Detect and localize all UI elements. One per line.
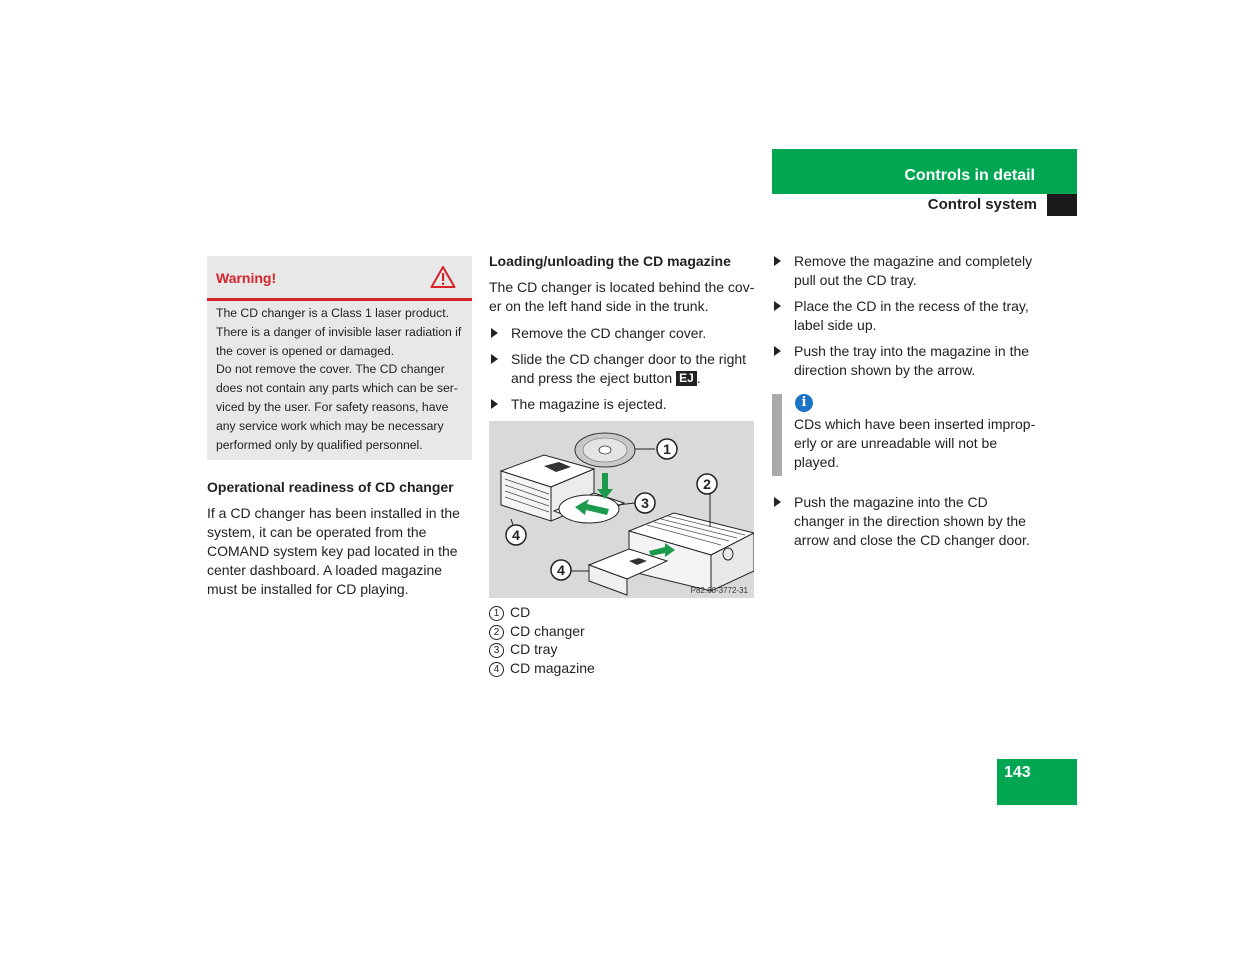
page-number-box: [997, 759, 1077, 805]
arrow-bullet-icon: [491, 328, 498, 338]
warning-text: [216, 304, 466, 454]
header-marker: [1047, 194, 1077, 216]
legend-item: 1 CD: [489, 603, 754, 622]
subsection-title: Control system: [927, 196, 1037, 213]
arrow-bullet-icon: [774, 497, 781, 507]
legend-item: 3 CD tray: [489, 640, 754, 659]
final-steps: [772, 493, 1040, 550]
figure-callout: 2: [703, 476, 711, 492]
legend-number: 3: [489, 643, 504, 658]
info-text: CDs which have been inserted improp-erly or are unreadable will not be played.: [794, 416, 1036, 470]
step-item: Push the magazine into the CD changer in the direction shown by the arrow and close the CD changer door.: [772, 493, 1040, 550]
warning-triangle-icon: [430, 265, 456, 294]
readiness-text: [207, 504, 469, 599]
figure-callout: 4: [557, 562, 565, 578]
step-item: Push the tray into the magazine in the direction shown by the arrow.: [772, 342, 1040, 380]
warning-paragraph: The CD changer is a Class 1 laser product. There is a danger of invisible laser radiation if the cover is opened or damaged.: [216, 306, 462, 358]
warning-header: [207, 256, 472, 301]
arrow-bullet-icon: [774, 346, 781, 356]
warning-box: [207, 256, 472, 460]
cd-changer-figure: [489, 421, 754, 598]
readiness-paragraph: If a CD changer has been installed in the system, it can be operated from the COMAND system key pad located in the center dashboard. A loaded magazine must be installed for CD playing.: [207, 505, 460, 597]
step-item: Slide the CD changer door to the right and press the eject button EJ .: [489, 350, 757, 388]
readiness-heading: Operational readiness of CD changer: [207, 479, 454, 495]
step-item: Remove the CD changer cover.: [489, 324, 757, 343]
step-item: Remove the magazine and completely pull out the CD tray.: [772, 252, 1040, 290]
cd-changer-illustration: [489, 421, 754, 598]
arrow-bullet-icon: [774, 256, 781, 266]
figure-callout: 4: [512, 527, 520, 543]
figure-legend: [489, 603, 754, 677]
step-item: The magazine is ejected.: [489, 395, 757, 414]
tray-steps: [772, 252, 1040, 380]
loading-intro: [489, 278, 757, 316]
info-icon: i: [795, 394, 813, 412]
eject-button-icon: EJ: [676, 371, 697, 386]
legend-item: 2 CD changer: [489, 622, 754, 641]
section-title: Controls in detail: [904, 167, 1035, 184]
figure-callout: 3: [641, 495, 649, 511]
arrow-bullet-icon: [774, 301, 781, 311]
loading-heading: Loading/unloading the CD magazine: [489, 253, 731, 269]
info-bar: [772, 394, 782, 476]
loading-intro-text: The CD changer is located behind the cov-er on the left hand side in the trunk.: [489, 279, 755, 314]
step-item: Place the CD in the recess of the tray, label side up.: [772, 297, 1040, 335]
legend-number: 4: [489, 662, 504, 677]
legend-number: 1: [489, 606, 504, 621]
figure-callout: 1: [663, 441, 671, 457]
page-number: 143: [1004, 764, 1031, 781]
legend-number: 2: [489, 625, 504, 640]
loading-steps: [489, 324, 757, 414]
figure-code: P82.60-3772-31: [690, 586, 748, 595]
arrow-bullet-icon: [491, 354, 498, 364]
arrow-bullet-icon: [491, 399, 498, 409]
section-header: [772, 149, 1077, 194]
warning-paragraph: Do not remove the cover. The CD changer does not contain any parts which can be ser-viced by the user. For safety reasons, have any service work which may be necessary performed only by qualified personnel.: [216, 362, 458, 452]
legend-item: 4 CD magazine: [489, 659, 754, 678]
warning-title: Warning!: [216, 270, 277, 286]
